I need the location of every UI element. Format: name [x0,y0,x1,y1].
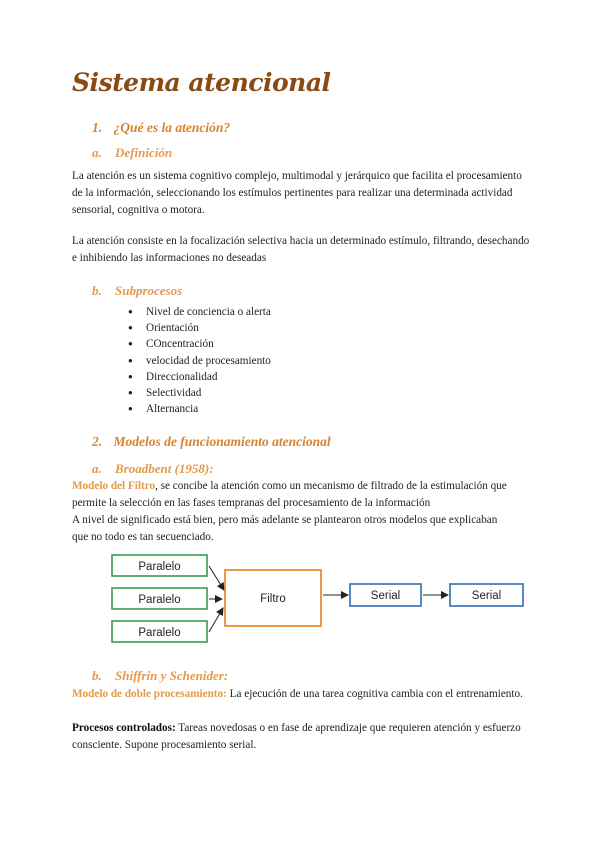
dual-processing-text: La ejecución de una tarea cognitiva cambia con el entrenamiento. [226,688,523,700]
filter-model-text: , se concibe la atención como un mecanismo de filtrado de la estimulación que permite la selección en las fases tempranas del procesamiento de la información [72,480,507,509]
list-item: ● Alternancia [128,401,271,417]
input-label-3: Paralelo [138,627,181,639]
input-label-2: Paralelo [138,594,181,606]
controlled-processes-paragraph [72,720,534,754]
output-label-2: Serial [471,590,502,602]
input-label-1: Paralelo [138,561,181,573]
output-box-2 [450,584,523,606]
list-item: ● Nivel de conciencia o alerta [128,304,271,320]
input-box-3 [112,621,207,642]
filter-box [225,570,321,626]
meaning-paragraph: A nivel de significado está bien, pero más adelante se plantearon otros modelos que explicaban que no todo es tan secuenciado. [72,514,498,543]
arrow-input-1 [209,566,224,590]
subsection-1a-title: Definición [115,145,173,160]
subsection-1b-title: Subprocesos [115,283,183,298]
section-2-heading [92,434,331,450]
subsection-2b-heading [92,668,228,684]
subsection-1b-number: b. [92,283,102,298]
page-title: Sistema atencional [72,68,331,97]
subsection-2a-number: a. [92,461,102,476]
dual-processing-label: Modelo de doble procesamiento: [72,688,227,700]
subsection-2b-number: b. [92,668,102,683]
list-item: ● Direccionalidad [128,369,271,385]
controlled-processes-text: Tareas novedosas o en fase de aprendizaje que requieren atención y esfuerzo consciente. Supone procesamiento serial. [72,722,521,751]
list-item: ● Orientación [128,320,271,336]
dual-processing-paragraph [72,686,527,703]
list-item: ● COncentración [128,336,271,352]
section-2-title: Modelos de funcionamiento atencional [113,434,331,449]
section-1-number: 1. [92,120,103,135]
broadbent-paragraph [72,478,534,512]
subsection-1b-heading [92,283,182,299]
list-item: ● Selectividad [128,385,271,401]
subsection-1a-heading [92,145,172,161]
list-item: ● velocidad de procesamiento [128,353,271,369]
subsection-2b-title: Shiffrin y Schenider: [115,668,229,683]
subsection-1a-number: a. [92,145,102,160]
subsection-2a-title: Broadbent (1958): [115,461,214,476]
section-1-heading [92,120,230,136]
subsection-2a-heading [92,461,214,477]
output-box-1 [350,584,421,606]
filter-model-diagram [80,550,540,650]
section-2-number: 2. [92,434,103,449]
focalization-paragraph: La atención consiste en la focalización selectiva hacia un determinado estímulo, filtrando, desechando e inhibiendo las informaciones no deseadas [72,235,530,264]
arrow-input-3 [209,608,223,632]
input-box-2 [112,588,207,609]
filter-model-label: Modelo del Filtro [72,480,156,492]
filter-label: Filtro [260,593,286,605]
definition-paragraph: La atención es un sistema cognitivo complejo, multimodal y jerárquico que facilita el procesamiento de la información, seleccionando los estímulos pertinentes para realizar una determinada actividad sensorial, cognitiva o motora. [72,170,522,216]
section-1-title: ¿Qué es la atención? [113,120,231,135]
input-box-1 [112,555,207,576]
output-label-1: Serial [370,590,401,602]
subprocesses-list [128,304,271,417]
controlled-processes-label: Procesos controlados: [72,722,176,734]
